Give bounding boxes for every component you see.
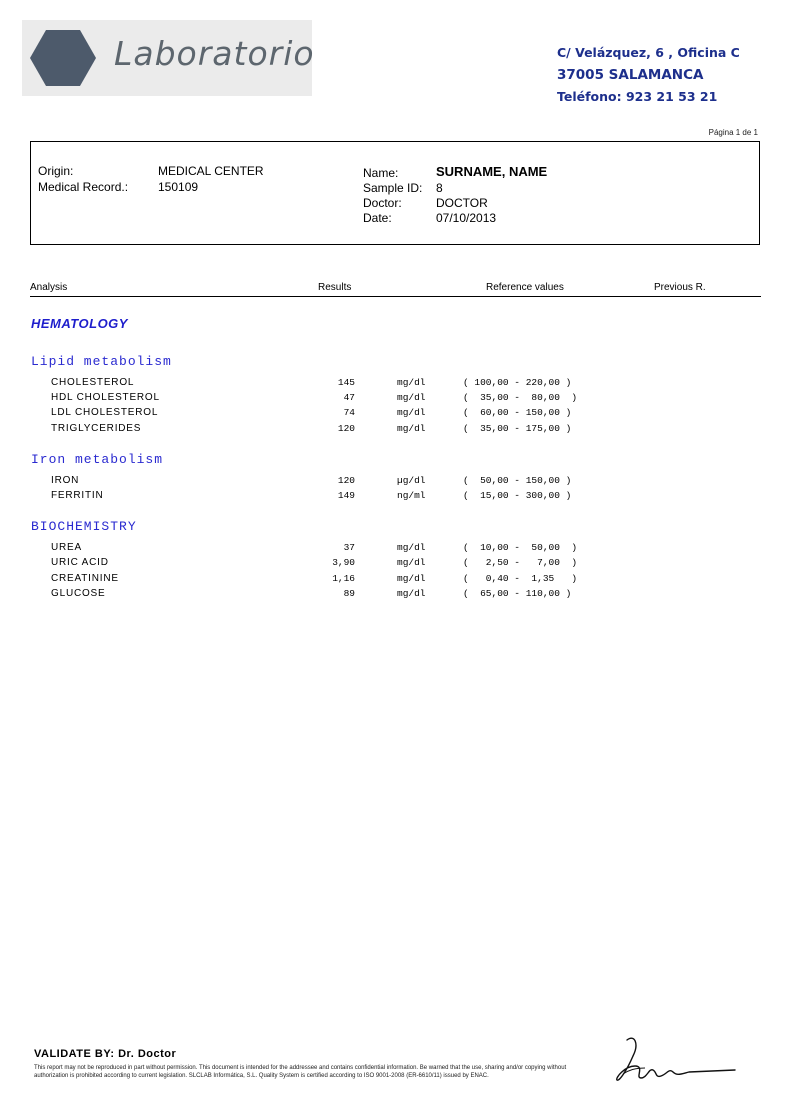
- section-title: Lipid metabolism: [31, 354, 172, 369]
- doctor-label: Doctor:: [363, 196, 402, 210]
- analysis-result: 145: [337, 377, 355, 388]
- analysis-result: 120: [337, 423, 355, 434]
- analysis-result: 74: [343, 407, 355, 418]
- analysis-reference: ( 35,00 - 80,00 ): [463, 392, 578, 403]
- analysis-unit: mg/dl: [397, 377, 426, 388]
- analysis-name: GLUCOSE: [51, 588, 106, 599]
- analysis-unit: mg/dl: [397, 557, 426, 568]
- date-value: 07/10/2013: [436, 211, 497, 225]
- record-value: 150109: [158, 180, 199, 194]
- analysis-unit: mg/dl: [397, 573, 426, 584]
- analysis-name: FERRITIN: [51, 490, 104, 501]
- date-row: [363, 211, 497, 225]
- address-city: 37005 SALAMANCA: [557, 67, 704, 83]
- name-row: [363, 164, 548, 180]
- col-results: Results: [318, 282, 352, 293]
- section-title: BIOCHEMISTRY: [31, 519, 137, 534]
- logo-text: Laboratorio: [114, 34, 315, 73]
- analysis-reference: ( 100,00 - 220,00 ): [463, 377, 572, 388]
- table-row: [0, 542, 785, 556]
- table-row: [0, 392, 785, 406]
- sample-row: [363, 181, 443, 195]
- analysis-reference: ( 50,00 - 150,00 ): [463, 475, 572, 486]
- analysis-result: 1,16: [332, 573, 355, 584]
- table-row: [0, 573, 785, 587]
- record-row: [38, 180, 199, 194]
- lab-address: [557, 42, 740, 108]
- patient-info-box: [30, 141, 760, 245]
- table-row: [0, 490, 785, 504]
- address-phone: Teléfono: 923 21 53 21: [557, 89, 718, 104]
- hexagon-logo-icon: [22, 20, 112, 96]
- analysis-reference: ( 35,00 - 175,00 ): [463, 423, 572, 434]
- analysis-reference: ( 65,00 - 110,00 ): [463, 588, 572, 599]
- analysis-name: IRON: [51, 475, 80, 486]
- analysis-result: 3,90: [332, 557, 355, 568]
- analysis-name: URIC ACID: [51, 557, 109, 568]
- origin-label: Origin:: [38, 164, 74, 178]
- analysis-reference: ( 15,00 - 300,00 ): [463, 490, 572, 501]
- validated-by: VALIDATE BY: Dr. Doctor: [34, 1048, 177, 1060]
- origin-value: MEDICAL CENTER: [158, 164, 264, 178]
- analysis-reference: ( 0,40 - 1,35 ): [463, 573, 578, 584]
- analysis-unit: mg/dl: [397, 407, 426, 418]
- section-title: Iron metabolism: [31, 452, 164, 467]
- analysis-name: LDL CHOLESTEROL: [51, 407, 159, 418]
- analysis-result: 149: [337, 490, 355, 501]
- record-label: Medical Record.:: [38, 180, 129, 194]
- analysis-result: 120: [337, 475, 355, 486]
- analysis-name: HDL CHOLESTEROL: [51, 392, 160, 403]
- analysis-unit: ng/ml: [397, 490, 426, 501]
- analysis-unit: mg/dl: [397, 588, 426, 599]
- sample-label: Sample ID:: [363, 181, 423, 195]
- table-row: [0, 377, 785, 391]
- date-label: Date:: [363, 211, 392, 225]
- legal-note: This report may not be reproduced in part without permission. This document is intended for the addressee and contains confidential information. Be warned that the use, sharing and/or copying without authorization is prohibited according to current legislation. SLCLAB Informática, S.L. Quality System is certified according to ISO 9001-2008 (ER-6610/11) issued by ENAC.: [34, 1065, 567, 1079]
- analysis-unit: mg/dl: [397, 542, 426, 553]
- col-reference: Reference values: [486, 282, 564, 293]
- page-indicator: Página 1 de 1: [708, 128, 758, 137]
- col-previous: Previous R.: [654, 282, 706, 293]
- origin-row: [38, 164, 264, 178]
- analysis-name: UREA: [51, 542, 82, 553]
- analysis-unit: mg/dl: [397, 423, 426, 434]
- table-row: [0, 407, 785, 421]
- lab-logo: [22, 20, 315, 96]
- signature-icon: [605, 1030, 745, 1090]
- analysis-name: CREATININE: [51, 573, 119, 584]
- doctor-row: [363, 196, 488, 210]
- analysis-result: 89: [343, 588, 355, 599]
- table-row: [0, 557, 785, 571]
- analysis-name: CHOLESTEROL: [51, 377, 135, 388]
- signature: [605, 1030, 745, 1095]
- doctor-value: DOCTOR: [436, 196, 488, 210]
- address-street: C/ Velázquez, 6 , Oficina C: [557, 45, 740, 60]
- name-value: SURNAME, NAME: [436, 164, 548, 179]
- col-analysis: Analysis: [30, 282, 68, 293]
- hematology-title: HEMATOLOGY: [31, 316, 128, 331]
- analysis-reference: ( 60,00 - 150,00 ): [463, 407, 572, 418]
- analysis-unit: mg/dl: [397, 392, 426, 403]
- analysis-result: 47: [343, 392, 355, 403]
- results-table-header: [30, 282, 761, 297]
- analysis-reference: ( 2,50 - 7,00 ): [463, 557, 578, 568]
- analysis-unit: µg/dl: [397, 475, 426, 486]
- table-row: [0, 588, 785, 602]
- analysis-reference: ( 10,00 - 50,00 ): [463, 542, 578, 553]
- table-row: [0, 423, 785, 437]
- analysis-name: TRIGLYCERIDES: [51, 423, 142, 434]
- name-label: Name:: [363, 166, 399, 180]
- analysis-result: 37: [343, 542, 355, 553]
- table-row: [0, 475, 785, 489]
- sample-value: 8: [436, 181, 443, 195]
